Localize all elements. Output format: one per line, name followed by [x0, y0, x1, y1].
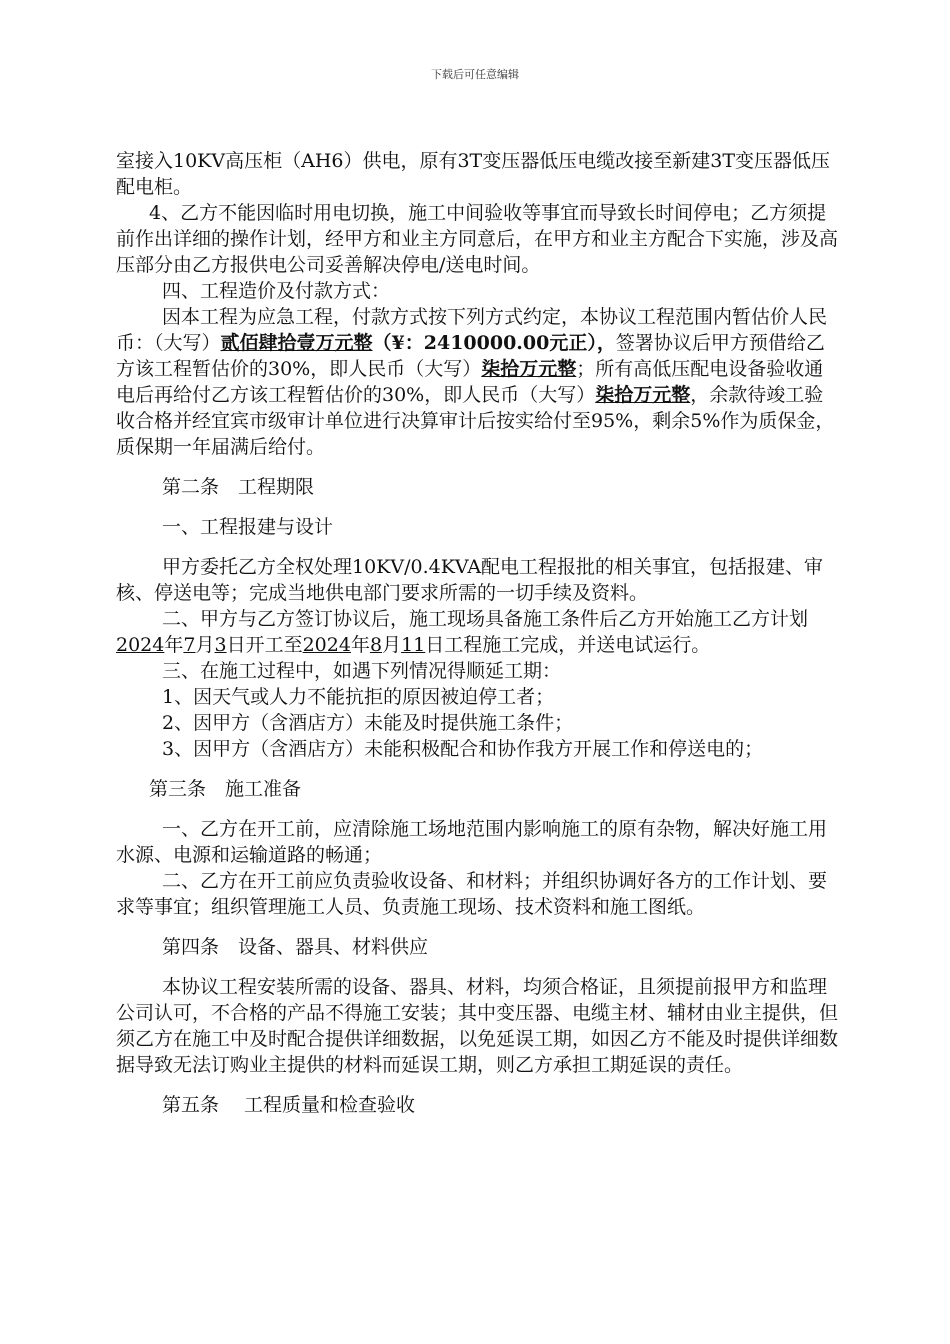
- section-heading-cost-payment: 四、工程造价及付款方式：: [162, 280, 391, 302]
- amount-total-figures: （¥：2410000.00元正），: [372, 332, 616, 354]
- paragraph-payment-terms: [116, 304, 838, 460]
- article-3-item-2: 二、乙方在开工前应负责验收设备、和材料；并组织协调好各方的工作计划、要求等事宜；组织管理施工人员、负责施工现场、技术资料和施工图纸。: [116, 870, 828, 918]
- delay-condition-2: 2、因甲方（含酒店方）未能及时提供施工条件；: [162, 712, 574, 734]
- article-2-item-3: 三、在施工过程中，如遇下列情况得顺延工期：: [162, 660, 562, 682]
- amount-advance-words: 柒拾万元整: [481, 358, 577, 380]
- article-3-item-1: 一、乙方在开工前，应清除施工场地范围内影响施工的原有杂物，解决好施工用水源、电源和运输道路的畅通；: [116, 818, 828, 866]
- document-body: [116, 148, 838, 1118]
- payment-text: ，余款待竣工验收合格并经宜宾市级审计单位进行决算审计后按实给付至95%，剩余5%作为质保金，质保期一年届满后给付。: [116, 384, 835, 458]
- article-5-title: 第五条 工程质量和检查验收: [162, 1094, 416, 1116]
- article-2-title: 第二条 工程期限: [162, 476, 315, 498]
- amount-second-payment-words: 柒拾万元整: [595, 384, 691, 406]
- paragraph-power-connection: 室接入10KV高压柜（AH6）供电，原有3T变压器低压电缆改接至新建3T变压器低压配电柜。: [116, 150, 830, 198]
- schedule-text: 日开工至: [226, 634, 303, 656]
- delay-condition-3: 3、因甲方（含酒店方）未能积极配合和协作我方开展工作和停送电的；: [162, 738, 764, 760]
- article-4-body: 本协议工程安装所需的设备、器具、材料，均须合格证，且须提前报甲方和监理公司认可，不合格的产品不得施工安装；其中变压器、电缆主材、辅材由业主提供，但须乙方在施工中及时配合提供详细数据，以免延误工期，如因乙方不能及时提供详细数据导致无法订购业主提供的材料而延误工期，则乙方承担工期延误的责任。: [116, 976, 839, 1076]
- payment-text: 签署协议后甲方预借给乙方该工程暂估价的30%，即人民币（大写）: [116, 332, 825, 380]
- end-day: 11: [401, 634, 426, 656]
- article-2-item-1-body: 甲方委托乙方全权处理10KV/0.4KVA配电工程报批的相关事宜，包括报建、审核、停送电等；完成当地供电部门要求所需的一切手续及资料。: [116, 556, 824, 604]
- article-2-item-2: [116, 606, 838, 658]
- start-month: 7: [183, 634, 196, 656]
- schedule-text: 年: [350, 634, 370, 656]
- payment-text: ；所有高低压配电设备验收通电后再给付乙方该工程暂估价的30%，即人民币（大写）: [116, 358, 824, 406]
- schedule-text: 日工程施工完成，并送电试运行。: [425, 634, 711, 656]
- schedule-text: 月: [382, 634, 402, 656]
- start-year: 2024: [116, 634, 165, 656]
- schedule-text: 月: [195, 634, 215, 656]
- article-3-title: 第三条 施工准备: [149, 778, 302, 800]
- end-year: 2024: [302, 634, 351, 656]
- article-2-item-1-heading: 一、工程报建与设计: [162, 516, 334, 538]
- schedule-text: 年: [164, 634, 184, 656]
- delay-condition-1: 1、因天气或人力不能抗拒的原因被迫停工者；: [162, 686, 555, 708]
- start-day: 3: [214, 634, 227, 656]
- end-month: 8: [369, 634, 383, 656]
- page-header: 下载后可任意编辑: [431, 68, 519, 81]
- amount-total-words: 贰佰肆拾壹万元整: [220, 332, 373, 354]
- schedule-text: 二、甲方与乙方签订协议后，施工现场具备施工条件后乙方开始施工乙方计划: [162, 608, 809, 630]
- paragraph-item-4: 4、乙方不能因临时用电切换，施工中间验收等事宜而导致长时间停电；乙方须提前作出详细的操作计划，经甲方和业主方同意后，在甲方和业主方配合下实施，涉及高压部分由乙方报供电公司妥善解决停电/送电时间。: [116, 202, 839, 276]
- article-4-title: 第四条 设备、器具、材料供应: [162, 936, 429, 958]
- payment-text: 因本工程为应急工程，付款方式按下列方式约定，本协议工程范围内暂估价人民币：（大写）: [116, 306, 828, 354]
